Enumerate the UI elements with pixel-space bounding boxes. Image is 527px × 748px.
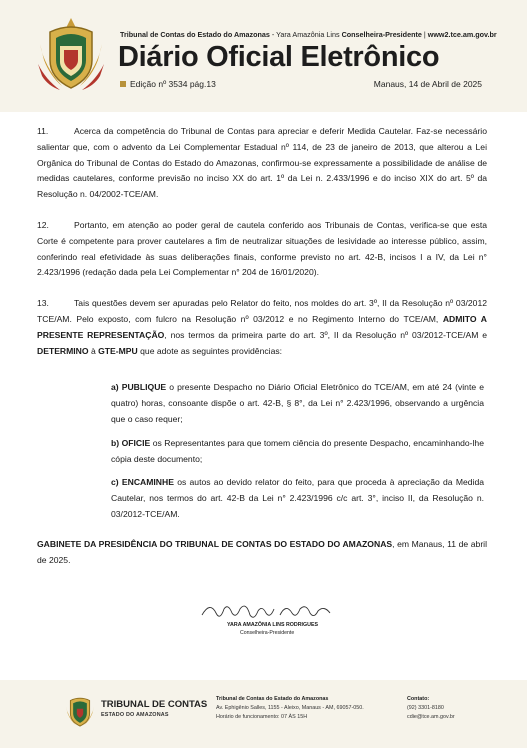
edition-info bbox=[120, 79, 216, 89]
provision-label: b) OFICIE bbox=[111, 437, 151, 448]
publication-date: Manaus, 14 de Abril de 2025 bbox=[373, 79, 482, 89]
paragraph-text: Tais questões devem ser apuradas pelo Relator do feito, nos moldes do art. 3º, II da Resolução nº 03/2012 TCE/AM. Pelo exposto, com fulcro na Resolução nº 03/2012 e no Regimento Interno do TCE/AM, bbox=[37, 298, 487, 324]
paragraph-number: 13. bbox=[37, 298, 49, 309]
tce-crest-logo bbox=[36, 16, 106, 94]
target-unit: GTE-MPU bbox=[98, 345, 138, 356]
paragraph-number: 11. bbox=[37, 126, 49, 136]
signatory-name: YARA AMAZÔNIA LINS RODRIGUES bbox=[227, 622, 319, 628]
footer-address-title: Tribunal de Contas do Estado do Amazonas bbox=[216, 696, 329, 702]
paragraph-text: Portanto, em atenção ao poder geral de cautela conferido aos Tribunais de Contas, verifica-se que esta Corte é competente para prover cautelares a fim de neutralizar situações de lesividade ao interesse público, assim, conferindo real efetividade às suas deliberações finais, conforme previsto no art. 42-B, incisos I a IV, da Lei n° 2.423/1996 (redação dada pela Lei Complementar n° 204 de 16/01/2020). bbox=[37, 219, 487, 278]
edition-bullet-icon bbox=[120, 81, 126, 87]
footer-org-state: ESTADO DO AMAZONAS bbox=[101, 712, 169, 718]
provision-a bbox=[111, 380, 484, 427]
footer-crest-logo bbox=[64, 693, 96, 729]
paragraph-11 bbox=[37, 124, 487, 203]
provision-label: c) ENCAMINHE bbox=[111, 477, 174, 488]
document-body bbox=[37, 124, 487, 583]
provision-text: os Representantes para que tomem ciência do presente Despacho, encaminhando-lhe cópia deste documento; bbox=[111, 437, 484, 464]
provision-text: o presente Despacho no Diário Oficial Eletrônico do TCE/AM, em até 24 (vinte e quatro) horas, consoante dispõe o art. 42-B, § 8°, da Lei n° 2.423/1996, observando a urgência que o caso requer; bbox=[111, 382, 484, 424]
edition-label: Edição nº 3534 pág.13 bbox=[130, 79, 216, 89]
footer-email: cdie@tce.am.gov.br bbox=[407, 714, 455, 720]
footer-contact bbox=[407, 695, 455, 722]
paragraph-13: 13. Tais questões devem ser apuradas pelo Relator do feito, nos moldes do art. 3º, II da Resolução nº 03/2012 TCE/AM. Pelo exposto, com fulcro na Resolução nº 03/2012 e no Regimento Interno do TCE/AM, ADMITO A PRESENTE REPRESENTAÇÃO, nos termos da primeira parte do art. 3º, II da Resolução nº 03/2012-TCE/AM e DETERMINO à GTE-MPU que adote as seguintes providências: bbox=[37, 298, 488, 356]
paragraph-12 bbox=[37, 218, 487, 281]
header-org-line: Tribunal de Contas do Estado do Amazonas - Yara Amazônia Lins Conselheira-Presidente | www2.tce.am.gov.br bbox=[120, 30, 497, 39]
determination-verb: DETERMINO bbox=[37, 345, 89, 356]
header-president-name: Yara Amazônia Lins bbox=[276, 30, 340, 39]
header-website: www2.tce.am.gov.br bbox=[427, 30, 497, 39]
provision-label: a) PUBLIQUE bbox=[111, 382, 167, 393]
page-title: Diário Oficial Eletrônico bbox=[118, 41, 440, 73]
admission-clause: ADMITO A PRESENTE REPRESENTAÇÃO bbox=[37, 313, 487, 340]
footer-org-name: TRIBUNAL DE CONTAS bbox=[101, 699, 208, 710]
header-org-name: Tribunal de Contas do Estado do Amazonas bbox=[120, 30, 270, 39]
signatory-role: Conselheira-Presidente bbox=[240, 630, 295, 636]
footer-hours: Horário de funcionamento: 07 ÀS 15H bbox=[216, 714, 308, 720]
paragraph-text: Acerca da competência do Tribunal de Contas para apreciar e deferir Medida Cautelar. Faz-se necessário salientar que, com o advento da Lei Complementar Estadual nº 114, de 23 de janeiro de 2013, que alterou a Lei Orgânica do Tribunal de Contas do Estado do Amazonas, confirmou-se expressamente a possibilidade de análise de medidas cautelares, conforme previsão no inciso XX do art. 1º da Lei n. 2.433/1996 e do inciso XIX do art. 5º da Resolução n. 04/2002-TCE/AM. bbox=[37, 126, 487, 200]
footer-contact-title: Contato: bbox=[407, 696, 430, 702]
footer-phone: (92) 3301-8180 bbox=[407, 705, 444, 711]
footer-address-line: Av. Ephigênio Salles, 1155 - Aleixo, Manaus - AM, 69057-050. bbox=[216, 705, 364, 711]
closing-paragraph bbox=[37, 537, 487, 569]
header-president-role: Conselheira-Presidente bbox=[341, 30, 422, 39]
footer-address bbox=[216, 695, 364, 722]
provision-b bbox=[111, 436, 484, 468]
provision-c bbox=[111, 475, 484, 522]
header-separator: - bbox=[271, 30, 277, 39]
office-name: GABINETE DA PRESIDÊNCIA DO TRIBUNAL DE CONTAS DO ESTADO DO AMAZONAS bbox=[37, 538, 393, 549]
closing-text: , em Manaus, 11 de abril de 2025. bbox=[37, 538, 487, 565]
paragraph-number: 12. bbox=[37, 219, 49, 230]
provision-text: os autos ao devido relator do feito, para que proceda à apreciação da Medida Cautelar, nos termos do art. 42-B da Lei n° 2.423/1996 c/c art. 3°, inciso II, da Resolução n. 03/2012-TCE/AM. bbox=[111, 477, 485, 519]
